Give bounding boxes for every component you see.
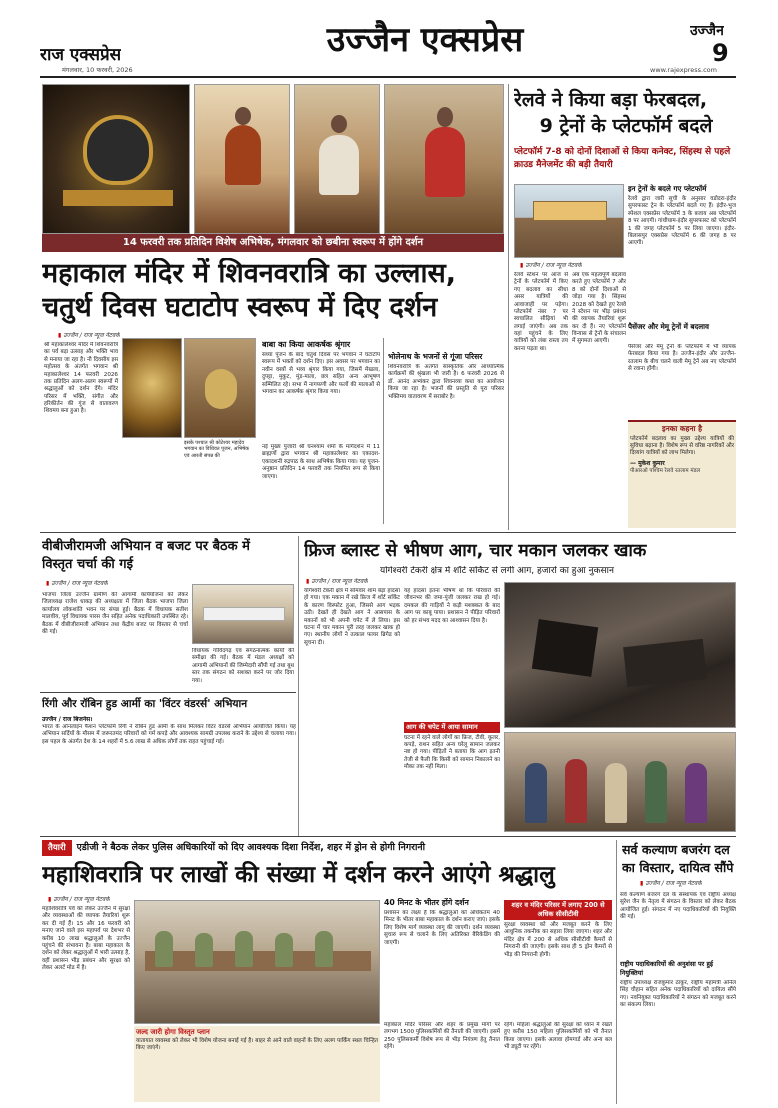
fire-headline: फ्रिज ब्लास्ट से भीषण आग, चार मकान जलकर खाक <box>304 541 647 561</box>
sarv-body: सर्व कल्याण बजरंग दल के संस्थापक एवं राष्ट्रीय अध्यक्ष सुरेश जैन के नेतृत्व में संगठन के विस्तार को लेकर बैठक आयोजित हुई। संगठन में नए पदाधिकारियों की नियुक्ति की गई। <box>620 892 736 921</box>
mahakal-body-col2b: नई मुख्य पुजारी श्री घनश्याम शर्मा के मार्गदर्शन में 11 ब्राह्मणों द्वारा भगवान श्री महाकालेश्वर का एकादश-एकादशनी रुद्रपाठ के साथ अभिषेक किया गया। यह पूजन-अनुष्ठान प्रतिदिन 14 फरवरी तक नियमित रूप से किया जाएगा। <box>262 444 380 480</box>
masthead <box>0 0 778 78</box>
column-rule <box>298 536 299 836</box>
masthead-left-title: राज एक्सप्रेस <box>40 45 122 65</box>
winter-body: भारत के ऑनलाइन फैशन प्लेटफॉर्म रिंगी ने रॉबिन हुड आर्मी के साथ मिलकर विंटर वंडरर्स अभियान आयोजित किया। यह अभियान सर्दियों के मौसम में जरूरतमंद परिवारों को गर्म कपड़े और आवश्यक सामग्री उपलब्ध कराने के उद्देश्य से चलाया गया। इस पहल के अंतर्गत देश के 14 शहरों में 5.6 लाख से अधिक लोगों तक राहत पहुंचाई गई। <box>42 724 296 745</box>
vbg-byline: ▮ उज्जैन / राज न्यूज नेटवर्क <box>46 580 108 588</box>
mahakal-sub-bhajan: भोलेनाथ के भजनों से गूंजा परिसर <box>388 352 483 361</box>
police-headline: महाशिवरात्रि पर लाखों की संख्या में दर्शन करने आएंगे श्रद्धालु <box>42 862 555 888</box>
rail-headline-2: 9 ट्रेनों के प्लेटफॉर्म बदले <box>539 115 713 137</box>
masthead-center-title: उज्जैन एक्सप्रेस <box>326 20 524 60</box>
sarv-headline-2: का विस्तार, दायित्व सौंपे <box>622 860 734 875</box>
mahakal-body-col2: संध्या पूजन के बाद चतुर्थ दिवस पर भगवान ने घटाटोप स्वरूप में भक्तों को दर्शन दिए। इस अवसर पर भगवान का नवीन वस्त्रों से भव्य श्रृंगार किया गया, जिसमें मेखला, दुपट्टा, मुकुट, मुंड-माला, छत्र सहित अन्य आभूषण सम्मिलित रहे। सभा में नागफणी और फलों की मालाओं से भगवान का आकर्षक श्रृंगार किया गया। <box>262 352 380 395</box>
railway-station-photo <box>514 184 624 258</box>
fire-crowd-photo <box>504 732 736 832</box>
police-sub-40: 40 मिनट के भीतर होंगे दर्शन <box>384 898 469 907</box>
vbg-meeting-photo <box>192 584 294 644</box>
police-strap-text: एडीजी ने बैठक लेकर पुलिस अधिकारियों को दिए आवश्यक दिशा निर्देश, शहर में ड्रोन से होगी निगरानी <box>76 842 426 853</box>
police-body-col3: महाकाल मंदिर परिसर और शहर के प्रमुख मार्गों पर लगभग 1500 पुलिसकर्मियों की तैनाती की जाएगी। इसमें 250 पुलिसकर्मी विशेष रूप से भीड़ नियंत्रण हेतु तैनात रहेंगे। <box>384 1022 500 1051</box>
fire-damage-photo-large <box>504 582 736 728</box>
police-byline: ▮ उज्जैन / राज न्यूज नेटवर्क <box>48 896 110 904</box>
mahakal-body-col1: श्री महाकालेश्वर मंदिर में शिवनवरात्रि का पर्व बड़ा उत्साह और भक्ति भाव से मनाया जा रहा है। नौ दिवसीय इस महोत्सव के अंतर्गत भगवान श्री महाकालेश्वर 14 फरवरी 2026 तक प्रतिदिन अलग-अलग स्वरूपों में श्रद्धालुओं को दर्शन देंगे। मंदिर परिसर में भक्ति, संगीत और हरिकीर्तन की गूंज से वातावरण शिवमय बना हुआ है। <box>44 342 118 415</box>
rail-box-title: इन ट्रेनों के बदले गए प्लेटफॉर्म <box>628 184 707 193</box>
vbg-body: भाजपा जिला उज्जैन ग्रामीण की आगामी कार्ययोजना को लेकर जिलाध्यक्ष राजेश धाकड़ की अध्यक्षता में जिला बैठक भाजपा जिला कार्यालय लोकशांति भवन पर संपन्न हुई। बैठक में विधायक सतीश मालवीय, पूर्व विधायक पारस जैन सहित अनेक पदाधिकारी उपस्थित रहे। बैठक में वीबीजीरामजी अभियान तथा केंद्रीय बजट पर विस्तार से चर्चा की गई। <box>42 592 188 635</box>
mahakal-idol-photo <box>122 338 182 438</box>
rail-body-col2: अब एक महत्वपूर्ण बदलाव करते हुए प्लेटफॉर्म 7 और 8 को दोनों दिशाओं से जोड़ा गया है। सिंहस्थ 2028 को देखते हुए रेलवे ने स्टेशन पर भीड़ प्रबंधन की व्यापक तैयारियां शुरू कर दी हैं। नए प्लेटफॉर्म विन्यास से ट्रेनों के संचालन में सुगमता आएगी। <box>572 272 626 345</box>
kotewshwar-photo-caption: इसके पश्चात श्री कोटेश्वर महादेव भगवान का विधिवत पूजन, अभिषेक एवं आरती संपन्न की <box>184 440 256 466</box>
fire-byline: ▮ उज्जैन / राज न्यूज नेटवर्क <box>306 578 368 586</box>
winter-lead: उज्जैन / राज बिजनेस। <box>42 716 93 723</box>
cctv-box <box>504 900 612 1020</box>
vbg-headline-1: वीबीजीरामजी अभियान व बजट पर बैठक में <box>42 539 250 554</box>
police-photo-box-title: जल्द जारी होगा विस्तृत प्लान <box>136 1028 210 1036</box>
fire-body-col1: योगेश्वरी टेकरी क्षेत्र में सोमवार शाम बड़ा हादसा हो गया। एक मकान में रखे फ्रिज में शॉर्ट सर्किट के कारण विस्फोट हुआ, जिससे आग भड़क उठी। देखते ही देखते आग ने आसपास के मकानों को भी अपनी चपेट में ले लिया। इस घटना में चार मकान पूरी तरह जलकर खाक हो गए। स्थानीय लोगों ने तत्काल फायर ब्रिगेड को सूचना दी। <box>304 588 400 646</box>
fire-callout-title: आग की चपेट में आया सामान <box>404 722 500 733</box>
rail-quote-box <box>628 420 736 528</box>
masthead-section-label: उज्जैन <box>690 23 724 39</box>
police-meeting-photo <box>134 900 380 1024</box>
rail-byline: ▮ उज्जैन / राज न्यूज नेटवर्क <box>520 262 582 270</box>
page-number: 9 <box>712 39 729 67</box>
story-rule <box>40 692 296 693</box>
mahakal-body-col3: शिवनवरात्रि के अंतर्गत सांस्कृतिक और आध्यात्मिक कार्यक्रमों की श्रृंखला भी जारी है। 6 फरवरी 2026 से डॉ. आनंद अभ्यंकर द्वारा शिवनव्या कथा का आयोजन किया जा रहा है। भजनों की प्रस्तुति से पूरा परिसर भक्तिमय वातावरण में सराबोर है। <box>388 364 504 400</box>
police-strap-label: तैयारी <box>42 840 72 856</box>
rail-body-col1: रेलवे स्टेशन पर आज से ट्रेनों के प्लेटफॉर्म में किए गए बदलाव का सीधा असर यात्रियों की आवाजाही पर पड़ेगा। प्लेटफॉर्म नंबर 7 पर स्वचालित सीढ़ियां भी लगाई जाएंगी। अब तक यहां पहुंचने के लिए यात्रियों को लंबा रास्ता तय करना पड़ता था। <box>514 272 568 352</box>
rail-headline-1: रेलवे ने किया बड़ा फेरबदल, <box>514 89 708 111</box>
sarv-body2: राष्ट्रीय उपाध्यक्ष राजकुमार ठाकुर, राष्ट्रीय महामंत्री अनिल सिंह चौहान सहित अनेक पदाधिकारियों को दायित्व सौंपे गए। नवनियुक्त पदाधिकारियों ने संगठन को मजबूत करने का संकल्प लिया। <box>620 980 736 1009</box>
fire-subhead: योगेश्वरी टेकरी क्षेत्र में शॉर्ट सर्किट से लगी आग, हजारों का हुआ नुकसान <box>380 566 614 576</box>
section-rule <box>40 532 736 533</box>
section-rule <box>40 836 736 837</box>
police-body-col4: रहेंगे। महिला श्रद्धालुओं की सुरक्षा को ध्यान में रखते हुए करीब 150 महिला पुलिसकर्मियों को भी तैनात किया जाएगा। इसके अलावा होमगार्ड और अन्य बल भी ड्यूटी पर रहेंगे। <box>504 1022 612 1051</box>
rail-memu-body: पैसेंजर और मेमू ट्रेनों के प्लेटफॉर्म में भी व्यापक फेरबदल किया गया है। उज्जैन-इंदौर और उज्जैन-रतलाम के बीच चलने वाली मेमू ट्रेनें अब नए प्लेटफॉर्म से रवाना होंगी। <box>628 344 736 373</box>
rail-sub-memu: पैसेंजर और मेमू ट्रेनों में बदलाव <box>628 322 710 331</box>
puja-ritual-photo-3 <box>384 84 504 234</box>
police-strap <box>42 840 612 856</box>
mahakal-strap: 14 फरवरी तक प्रतिदिन विशेष अभिषेक, मंगलवार को छबीना स्वरूप में होंगे दर्शन <box>42 234 504 252</box>
fire-callout <box>404 722 500 832</box>
rail-box <box>628 184 736 318</box>
winter-headline: रिंगी और रॉबिन हुड आर्मी का 'विंटर वंडरर्स' अभियान <box>42 698 248 710</box>
puja-ritual-photo-2 <box>294 84 380 234</box>
rail-quote-title: इनका कहना है <box>661 424 702 433</box>
police-body-col1: महाशिवरात्रि पर्व को लेकर उज्जैन में सुरक्षा और व्यवस्थाओं की व्यापक तैयारियां शुरू कर दी गई हैं। 15 और 16 फरवरी को मनाए जाने वाले इस महापर्व पर देशभर से करीब 10 लाख श्रद्धालुओं के उज्जैन पहुंचने की संभावना है। बाबा महाकाल के दर्शन को लेकर श्रद्धालुओं में भारी उत्साह है, वहीं प्रशासन भीड़ प्रबंधन और सुरक्षा को लेकर अलर्ट मोड में है। <box>42 906 130 971</box>
kotewshwar-puja-photo <box>184 338 256 438</box>
sarv-headline-1: सर्व कल्याण बजरंग दल <box>622 842 730 857</box>
rail-box-body: रेलवे द्वारा जारी सूची के अनुसार वडोदरा-इंदौर सुपरफास्ट ट्रेन के प्लेटफॉर्म बदले गए हैं। इंदौर-भुज स्पेशल एक्सप्रेस प्लेटफॉर्म 3 के बजाय अब प्लेटफॉर्म 8 पर आएगी। गांधीधाम-इंदौर सुपरफास्ट को प्लेटफॉर्म 1 की जगह प्लेटफॉर्म 5 पर लिया जाएगा। इंदौर-बिलासपुर एक्सप्रेस प्लेटफॉर्म 6 की जगह 8 पर आएगी। <box>628 196 736 247</box>
website-url: www.rajexpress.com <box>650 66 717 74</box>
column-rule <box>508 84 509 530</box>
vbg-body-right: विधायक गोविंदगढ़ एवं संगठनात्मक कार्यों की समीक्षा की गई। बैठक में मंडल अध्यक्षों को आगामी अभियानों की जिम्मेदारी सौंपी गई तथा बूथ स्तर तक संगठन को सशक्त करने पर जोर दिया गया। <box>192 648 294 684</box>
masthead-dateline: मंगलवार, 10 फरवरी, 2026 <box>62 66 133 74</box>
cctv-box-body: सुरक्षा व्यवस्था को और मजबूत करने के लिए आधुनिक तकनीक का सहारा लिया जाएगा। शहर और मंदिर क्षेत्र में 200 से अधिक सीसीटीवी कैमरों से निगरानी की जाएगी। इसके साथ ही 5 ड्रोन कैमरों से भीड़ की निगरानी होगी। <box>504 922 612 958</box>
mahakal-headline-2: चतुर्थ दिवस घटाटोप स्वरूप में दिए दर्शन <box>42 292 438 323</box>
police-photo-box <box>134 1026 380 1102</box>
column-rule <box>616 840 617 1104</box>
cctv-box-title: शहर व मंदिर परिसर में लगाए 200 से अधिक सीसीटीवी <box>504 900 612 920</box>
rail-quote-role: पीआरओ पश्चिम रेलवे रतलाम मंडल <box>630 467 701 474</box>
masthead-rule <box>40 76 736 78</box>
mahakal-headline-1: महाकाल मंदिर में शिवनवरात्रि का उल्लास, <box>42 258 456 289</box>
mahakal-sub-baba: बाबा का किया आकर्षक श्रृंगार <box>262 340 351 349</box>
sarv-byline: ▮ उज्जैन / राज न्यूज नेटवर्क <box>640 880 702 888</box>
fire-callout-body: घटना में रहने वाले लोगों का फ्रिज, टीवी, कूलर, कपड़े, राशन सहित अन्य घरेलू सामान जलकर नष्ट हो गया। पीड़ितों ने बताया कि आग इतनी तेजी से फैली कि किसी को सामान निकालने का मौका तक नहीं मिला। <box>404 734 500 771</box>
mahakal-lingam-photo <box>42 84 190 234</box>
rail-subhead: प्लेटफॉर्म 7-8 को दोनों दिशाओं से किया कनेक्ट, सिंहस्थ से पहले क्राउड मैनेजमेंट की बड़ी तैयारी <box>514 147 731 170</box>
column-rule <box>383 338 384 524</box>
vbg-headline-2: विस्तृत चर्चा की गई <box>42 557 133 572</box>
rail-quote-body: प्लेटफॉर्म बदलाव का मुख्य उद्देश्य यात्रियों की सुविधा बढ़ाना है। विशेष रूप से वरिष्ठ नागरिकों और दिव्यांग यात्रियों को लाभ मिलेगा। <box>630 435 734 457</box>
puja-ritual-photo-1 <box>194 84 290 234</box>
police-body-col2: प्रशासन का लक्ष्य है कि श्रद्धालुओं को अधिकतम 40 मिनट के भीतर बाबा महाकाल के दर्शन कराए जाएं। इसके लिए विशेष मार्ग व्यवस्था लागू की जाएगी। दर्शन व्यवस्था सुचारु रूप से चलाने के लिए अतिरिक्त बैरिकेडिंग की जाएगी। <box>384 910 500 946</box>
mahakal-byline: ▮ उज्जैन / राज न्यूज नेटवर्क <box>58 332 120 340</box>
police-photo-box-body: यातायात व्यवस्था को लेकर भी विशेष योजना बनाई गई है। बाहर से आने वाले वाहनों के लिए अलग पार्किंग स्थल चिन्हित किए जाएंगे। <box>136 1038 378 1052</box>
sarv-sub: राष्ट्रीय पदाधिकारियों की अनुशंसा पर हुई नियुक्तियां <box>620 960 714 977</box>
rail-quote-name: — मुकेश कुमार <box>630 459 665 467</box>
fire-body-col2: यह हादसा इतना भीषण था कि परिवारों की जीवनभर की जमा-पूंजी जलकर राख हो गई। दमकल की गाड़ियों ने कड़ी मशक्कत के बाद आग पर काबू पाया। प्रशासन ने पीड़ित परिवारों को हर संभव मदद का आश्वासन दिया है। <box>404 588 500 624</box>
